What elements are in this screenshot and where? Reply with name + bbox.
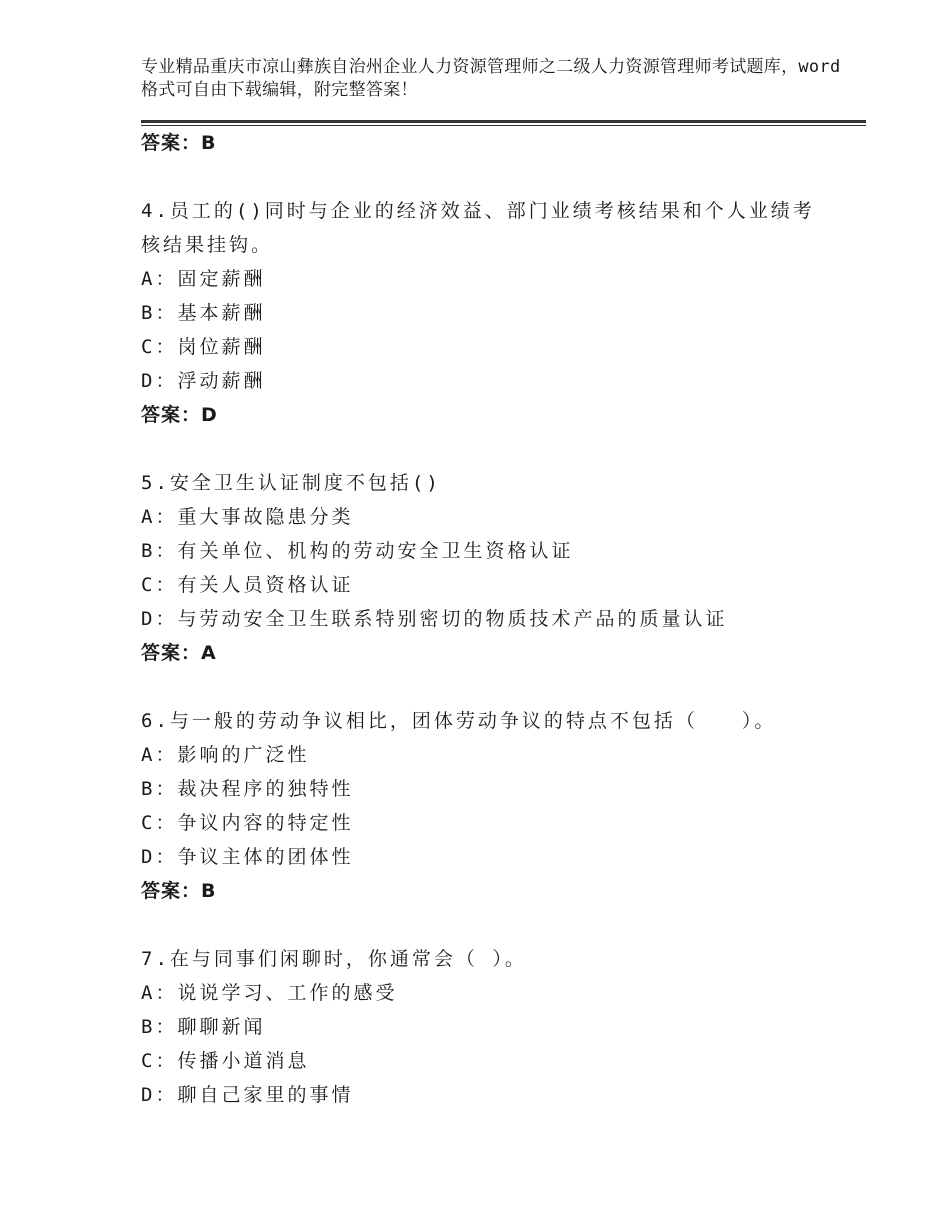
option-c: C：有关人员资格认证 — [141, 574, 354, 596]
question-text: 5.安全卫生认证制度不包括() — [141, 472, 441, 494]
answer-label: 答案：D — [141, 404, 218, 426]
option-b: B：基本薪酬 — [141, 302, 266, 324]
option-a: A：影响的广泛性 — [141, 744, 310, 766]
option-d: D：浮动薪酬 — [141, 370, 266, 392]
option-c: C：岗位薪酬 — [141, 336, 266, 358]
question-4 — [141, 194, 866, 432]
question-6 — [141, 704, 866, 908]
option-b: B：裁决程序的独特性 — [141, 778, 354, 800]
question-text: 4.员工的()同时与企业的经济效益、部门业绩考核结果和个人业绩考 — [141, 200, 815, 222]
document-body — [141, 126, 866, 1112]
document-header: 专业精品重庆市凉山彝族自治州企业人力资源管理师之二级人力资源管理师考试题库，word格式可自由下载编辑，附完整答案！ — [141, 57, 841, 100]
option-c: C：传播小道消息 — [141, 1050, 310, 1072]
option-a: A：重大事故隐患分类 — [141, 506, 354, 528]
option-c: C：争议内容的特定性 — [141, 812, 354, 834]
option-a: A：说说学习、工作的感受 — [141, 982, 398, 1004]
option-d: D：聊自己家里的事情 — [141, 1084, 354, 1106]
question-text: 6.与一般的劳动争议相比，团体劳动争议的特点不包括（ ）。 — [141, 710, 777, 732]
question-7 — [141, 942, 866, 1112]
question-text: 7.在与同事们闲聊时，你通常会（ ）。 — [141, 948, 527, 970]
option-a: A：固定薪酬 — [141, 268, 266, 290]
option-d: D：争议主体的团体性 — [141, 846, 354, 868]
answer-label: 答案：B — [141, 132, 217, 154]
option-b: B：聊聊新闻 — [141, 1016, 266, 1038]
answer-label: 答案：B — [141, 880, 217, 902]
question-text: 核结果挂钩。 — [141, 234, 274, 256]
option-b: B：有关单位、机构的劳动安全卫生资格认证 — [141, 540, 574, 562]
option-d: D：与劳动安全卫生联系特别密切的物质技术产品的质量认证 — [141, 608, 728, 630]
header-rule-thick — [141, 120, 866, 123]
answer-label: 答案：A — [141, 642, 217, 664]
question-5 — [141, 466, 866, 670]
